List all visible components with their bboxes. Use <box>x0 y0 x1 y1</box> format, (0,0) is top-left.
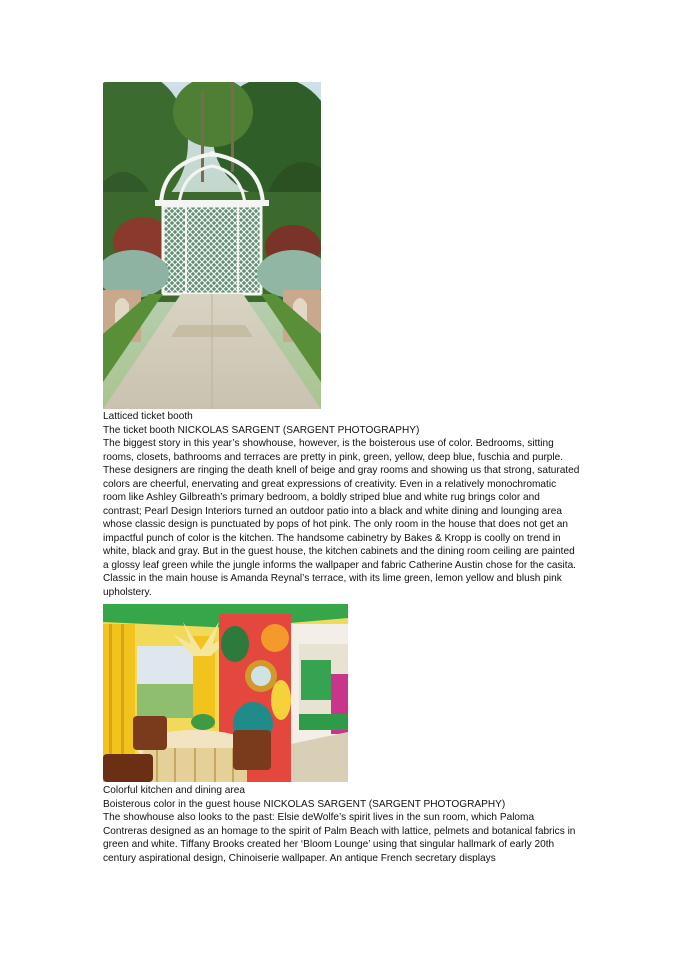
ticket-booth-photo <box>103 82 321 409</box>
photo-credit: Boisterous color in the guest house NICKOLAS SARGENT (SARGENT PHOTOGRAPHY) <box>103 798 506 810</box>
article-paragraph: The biggest story in this year’s showhouse, however, is the boisterous use of color. Bedrooms, sitting rooms, closets, bathrooms and terraces are pretty in pink, green, yellow, deep blue, fuschia and purple. These designers are ringing the death knell of beige and gray rooms and showing us that strong, saturated colors are cheerful, enervating and great expressions of creativity. Even in a relatively monochromatic room like Ashley Gilbreath’s primary bedroom, a boldly striped blue and white rug brings color and contrast; Pearl Design Interiors turned an outdoor patio into a black and white dining and lounging area whose classic design is punctuated by pops of hot pink. The only room in the house that does not get an impactful punch of color is the kitchen. The handsome cabinetry by Bakes & Kropp is coolly on trend in white, black and gray. But in the guest house, the kitchen cabinets and the dining room ceiling are painted a glossy leaf green while the jungle informs the wallpaper and fabric Catherine Austin chose for the casita. Classic in the main house is Amanda Reynal’s terrace, with its lime green, lemon yellow and blush pink upholstery. <box>103 438 580 598</box>
photo-caption-title: Latticed ticket booth <box>103 411 193 422</box>
kitchen-dining-icon <box>103 604 348 782</box>
photo-credit: The ticket booth NICKOLAS SARGENT (SARGENT PHOTOGRAPHY) <box>103 424 420 436</box>
article-paragraph: The showhouse also looks to the past: Elsie deWolfe’s spirit lives in the sun room, which Paloma Contreras designed as an homage to the spirit of Palm Beach with lattice, pelmets and botanical fabrics in green and white. Tiffany Brooks created her ‘Bloom Lounge’ using that singular hallmark of early 20th century aspirational design, Chinoiserie wallpaper. An antique French secretary displays <box>103 812 576 864</box>
garden-gazebo-icon <box>103 82 321 409</box>
kitchen-dining-photo <box>103 604 348 782</box>
photo-caption-title: Colorful kitchen and dining area <box>103 785 245 796</box>
